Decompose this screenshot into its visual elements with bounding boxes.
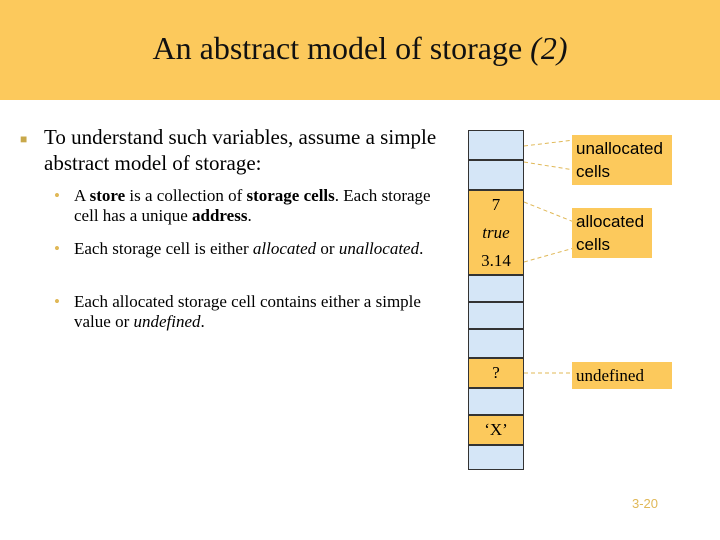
title-suffix: (2) — [530, 30, 568, 66]
text-collection: is a collection of — [125, 186, 247, 205]
text-period: . — [247, 206, 252, 225]
text-each-cell: Each storage cell is either — [74, 239, 253, 258]
square-bullet-icon: ■ — [20, 132, 28, 146]
text-each: . Each storage cell has a unique — [74, 186, 431, 225]
dot-bullet-icon: • — [54, 239, 60, 258]
cell-value-undefined: ? — [492, 363, 500, 382]
cell-value-7: 7 — [491, 195, 501, 214]
term-store: store — [89, 186, 126, 205]
text-or: or — [316, 239, 339, 258]
term-address: address — [192, 206, 248, 225]
page-number: 3-20 — [632, 496, 659, 511]
text-period: . — [200, 312, 205, 331]
cell-value-true: true — [482, 223, 510, 242]
allocated-cells-callout: allocated cells — [572, 208, 652, 258]
dot-bullet-icon: • — [54, 292, 60, 311]
unallocated-cells-callout: unallocated cells — [572, 135, 672, 185]
cell-value-3-14: 3.14 — [481, 251, 511, 270]
dot-bullet-icon: • — [54, 186, 60, 205]
term-storage-cells: storage cells — [246, 186, 335, 205]
text-a: A — [74, 186, 90, 205]
term-unallocated: unallocated — [338, 239, 420, 258]
cell-value-x: ‘X’ — [484, 420, 508, 439]
text-period: . — [419, 239, 424, 258]
main-bullet-text: To understand such variables, assume a simple abstract model of storage: — [44, 125, 437, 175]
title-text: An abstract model of storage — [152, 30, 523, 66]
term-undefined: undefined — [133, 312, 201, 331]
term-allocated: allocated — [252, 239, 317, 258]
text-each-allocated: Each allocated storage cell contains either a simple value or — [74, 292, 421, 331]
undefined-callout: undefined — [572, 362, 672, 389]
